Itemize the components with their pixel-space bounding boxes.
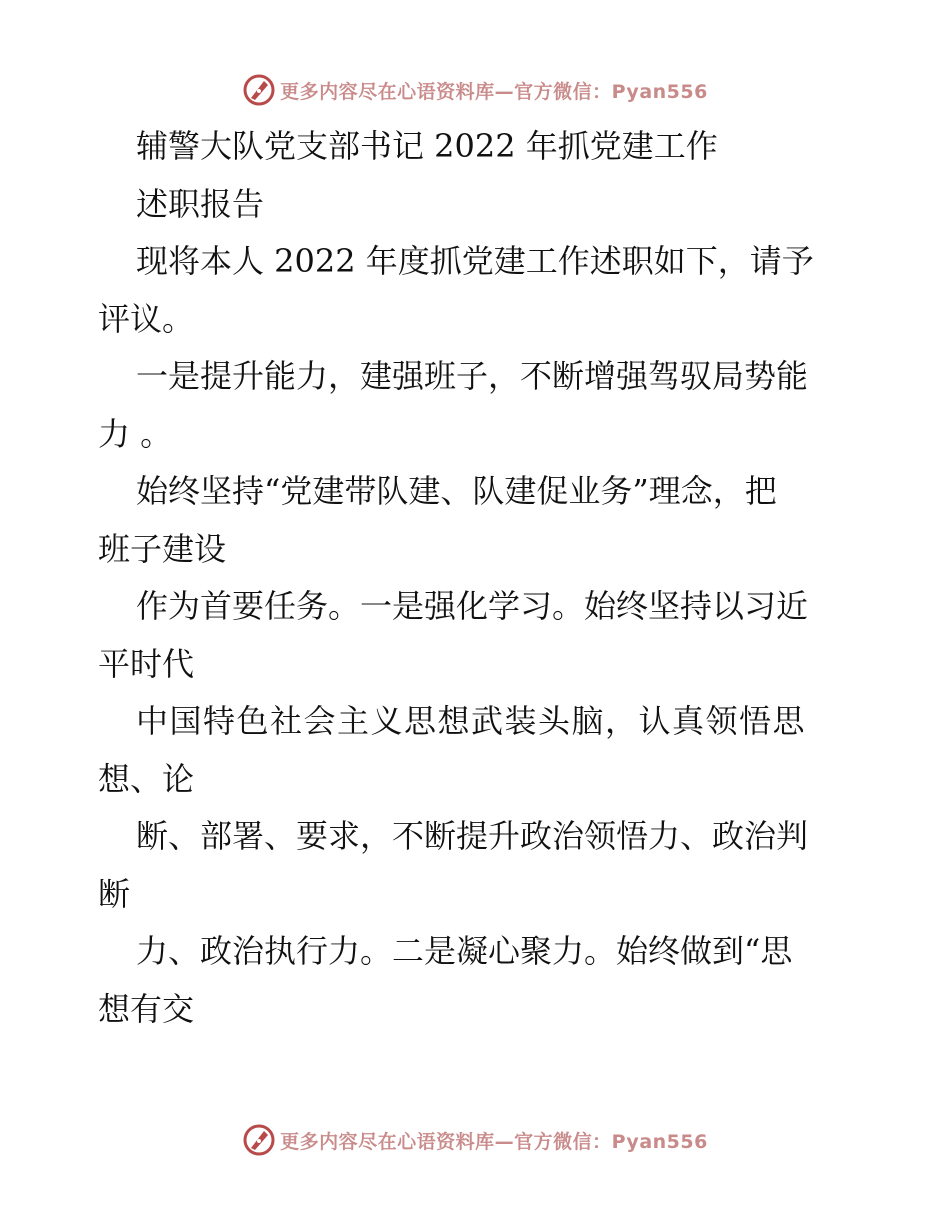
paragraph-line: 班子建设 bbox=[98, 529, 227, 568]
paragraph-line: 力 。 bbox=[98, 414, 173, 453]
paragraph-line: 想有交 bbox=[98, 989, 195, 1028]
paragraph-line: 断、部署、要求，不断提升政治领悟力、政治判 bbox=[136, 817, 809, 855]
paragraph-line: 力、政治执行力。二是凝心聚力。始终做到“思 bbox=[136, 932, 793, 970]
document-body bbox=[98, 118, 858, 1038]
footer-banner bbox=[0, 1120, 950, 1160]
document-title-line-1: 辅警大队党支部书记 2022 年抓党建工作 bbox=[136, 127, 718, 165]
paragraph-line: 现将本人 2022 年度抓党建工作述职如下，请予 bbox=[136, 242, 814, 280]
header-banner bbox=[0, 70, 950, 110]
paragraph-line: 中国特色社会主义思想武装头脑，认真领悟思 bbox=[136, 702, 807, 740]
paragraph-line: 断 bbox=[98, 874, 131, 913]
paragraph-line: 想、论 bbox=[98, 759, 195, 798]
paragraph-line: 一是提升能力，建强班子，不断增强驾驭局势能 bbox=[136, 357, 809, 395]
footer-banner-text: 更多内容尽在心语资料库—官方微信：Pyan556 bbox=[280, 1130, 708, 1153]
paragraph-line: 作为首要任务。一是强化学习。始终坚持以习近 bbox=[136, 587, 809, 625]
header-banner-text: 更多内容尽在心语资料库—官方微信：Pyan556 bbox=[280, 80, 708, 103]
pen-nib-logo-icon bbox=[242, 1123, 276, 1157]
paragraph-line: 评议。 bbox=[98, 299, 195, 338]
pen-nib-logo-icon bbox=[242, 73, 276, 107]
paragraph-line: 始终坚持“党建带队建、队建促业务”理念，把 bbox=[136, 472, 777, 510]
paragraph-line: 平时代 bbox=[98, 644, 195, 683]
document-title-line-2: 述职报告 bbox=[136, 184, 265, 223]
